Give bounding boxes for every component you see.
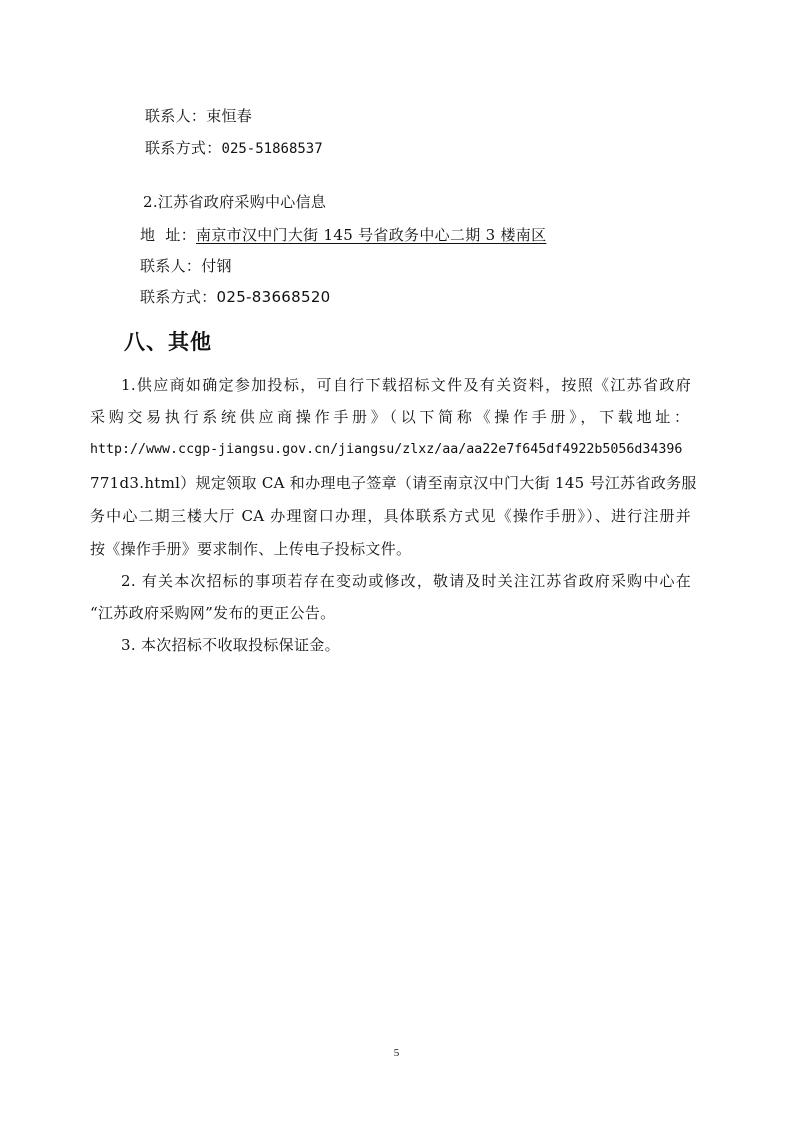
item1-line4: 771d3.html）规定领取 CA 和办理电子签章（请至南京汉中门大街 145 号江苏省政务服 xyxy=(90,474,697,492)
item1-line1: 1.供应商如确定参加投标，可自行下载招标文件及有关资料，按照《江苏省政府 xyxy=(121,376,691,394)
item3-line1: 3. 本次招标不收取投标保证金。 xyxy=(121,636,340,654)
item1-line2: 采购交易执行系统供应商操作手册》（以下简称《操作手册》，下载地址： xyxy=(90,408,691,426)
center-person-name: 付钢 xyxy=(201,257,232,275)
item2-line2: “江苏政府采购网”发布的更正公告。 xyxy=(90,604,336,622)
center-info-title: 2.江苏省政府采购中心信息 xyxy=(143,193,327,211)
contact-person-name: 束恒春 xyxy=(206,107,253,125)
section-heading-other: 八、其他 xyxy=(124,330,212,354)
contact-phone-line xyxy=(145,138,323,159)
center-address-line xyxy=(140,225,546,245)
center-address: 南京市汉中门大街 145 号省政务中心二期 3 楼南区 xyxy=(196,226,547,244)
contact-person-label: 联系人： xyxy=(145,107,207,125)
center-phone-number: 025-83668520 xyxy=(216,288,331,306)
item1-download-url[interactable]: http://www.ccgp-jiangsu.gov.cn/jiangsu/zlxz/aa/aa22e7f645df4922b5056d34396 xyxy=(90,442,683,457)
contact-phone-number: 025-51868537 xyxy=(221,141,323,157)
center-address-label: 地 址： xyxy=(140,226,197,244)
page-number: 5 xyxy=(393,1047,400,1059)
item2-line1: 2. 有关本次招标的事项若存在变动或修改，敬请及时关注江苏省政府采购中心在 xyxy=(121,572,691,590)
center-phone-line xyxy=(140,287,331,307)
center-person-label: 联系人： xyxy=(140,257,202,275)
item1-line6: 按《操作手册》要求制作、上传电子投标文件。 xyxy=(90,540,412,558)
contact-person-line xyxy=(145,106,252,126)
center-person-line xyxy=(140,256,232,276)
center-phone-label: 联系方式： xyxy=(140,288,217,306)
item1-line5: 务中心二期三楼大厅 CA 办理窗口办理，具体联系方式见《操作手册》）、进行注册并 xyxy=(90,507,691,525)
contact-phone-label: 联系方式： xyxy=(145,139,222,157)
